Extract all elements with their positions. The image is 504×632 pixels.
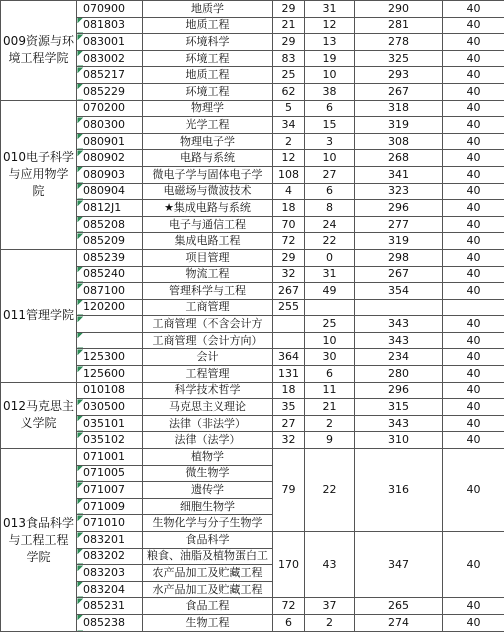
applicants-count: 29 — [273, 249, 305, 266]
cutoff-single: 40 — [443, 183, 504, 200]
cutoff-score: 293 — [355, 67, 443, 84]
admitted-count: 27 — [305, 166, 355, 183]
admitted-count: 38 — [305, 83, 355, 100]
major-name: 植物学 — [143, 449, 273, 466]
table-row — [1, 283, 504, 300]
applicants-count: 29 — [273, 1, 305, 18]
cutoff-score: 296 — [355, 200, 443, 217]
major-code: 083202 — [77, 548, 143, 565]
applicants-count: 32 — [273, 432, 305, 449]
table-row — [1, 17, 504, 34]
major-name: 工商管理（不含会计方 — [143, 316, 273, 333]
admitted-count: 2 — [305, 415, 355, 432]
major-code: 080904 — [77, 183, 143, 200]
major-name: 科学技术哲学 — [143, 382, 273, 399]
major-name: 食品工程 — [143, 598, 273, 615]
major-code: 080300 — [77, 117, 143, 134]
table-row — [1, 449, 504, 466]
table-row — [1, 332, 504, 349]
cutoff-single: 40 — [443, 283, 504, 300]
major-name: 环境工程 — [143, 83, 273, 100]
major-name: 电磁场与微波技术 — [143, 183, 273, 200]
major-name: 工商管理 — [143, 299, 273, 316]
table-row — [1, 316, 504, 333]
applicants-count: 255 — [273, 299, 305, 316]
cutoff-score: 319 — [355, 117, 443, 134]
major-code: 083002 — [77, 50, 143, 67]
major-code: 035101 — [77, 415, 143, 432]
admitted-count: 21 — [305, 399, 355, 416]
admitted-count — [305, 299, 355, 316]
major-code: 010108 — [77, 382, 143, 399]
cutoff-score: 310 — [355, 432, 443, 449]
table-row — [1, 117, 504, 134]
college-name: 012马克思主义学院 — [1, 382, 77, 448]
cutoff-score: 290 — [355, 1, 443, 18]
major-code: 071007 — [77, 482, 143, 499]
cutoff-single: 40 — [443, 366, 504, 383]
cutoff-single: 40 — [443, 233, 504, 250]
major-code: 120200 — [77, 299, 143, 316]
major-code: 085208 — [77, 216, 143, 233]
cutoff-single: 40 — [443, 100, 504, 117]
applicants-count: 25 — [273, 67, 305, 84]
admitted-count: 37 — [305, 598, 355, 615]
major-code: 085239 — [77, 249, 143, 266]
applicants-count — [273, 316, 305, 333]
merged-q: 40 — [443, 532, 504, 598]
major-name: 工商管理（会计方向） — [143, 332, 273, 349]
table-row — [1, 1, 504, 18]
major-code: 083001 — [77, 34, 143, 51]
admitted-count: 13 — [305, 34, 355, 51]
major-name: 生物化学与分子生物学 — [143, 515, 273, 532]
major-code: 087100 — [77, 283, 143, 300]
major-name: 电子与通信工程 — [143, 216, 273, 233]
cutoff-single: 40 — [443, 614, 504, 631]
cutoff-single: 40 — [443, 200, 504, 217]
table-row — [1, 150, 504, 167]
applicants-count: 2 — [273, 133, 305, 150]
cutoff-score: 234 — [355, 349, 443, 366]
major-code — [77, 332, 143, 349]
major-name: 农产品加工及贮藏工程 — [143, 565, 273, 582]
merged-r2: 43 — [305, 532, 355, 598]
admitted-count: 8 — [305, 200, 355, 217]
admitted-count: 11 — [305, 382, 355, 399]
applicants-count: 6 — [273, 614, 305, 631]
applicants-count: 131 — [273, 366, 305, 383]
major-code: 085238 — [77, 614, 143, 631]
applicants-count: 72 — [273, 598, 305, 615]
applicants-count: 35 — [273, 399, 305, 416]
admitted-count: 19 — [305, 50, 355, 67]
cutoff-score: 325 — [355, 50, 443, 67]
major-name: 会计 — [143, 349, 273, 366]
major-code: 030500 — [77, 399, 143, 416]
applicants-count: 18 — [273, 382, 305, 399]
cutoff-single: 40 — [443, 316, 504, 333]
major-code: 070900 — [77, 1, 143, 18]
merged-r1: 170 — [273, 532, 305, 598]
applicants-count: 4 — [273, 183, 305, 200]
major-code: 080903 — [77, 166, 143, 183]
admitted-count: 12 — [305, 17, 355, 34]
major-code: 085231 — [77, 598, 143, 615]
table-row — [1, 133, 504, 150]
major-name: 粮食、油脂及植物蛋白工 — [143, 548, 273, 565]
college-name: 011管理学院 — [1, 249, 77, 382]
major-code: 085229 — [77, 83, 143, 100]
applicants-count: 70 — [273, 216, 305, 233]
major-code: 080901 — [77, 133, 143, 150]
major-code: 071009 — [77, 498, 143, 515]
major-code: 071001 — [77, 449, 143, 466]
admitted-count: 10 — [305, 150, 355, 167]
major-name: 电路与系统 — [143, 150, 273, 167]
major-code: 035102 — [77, 432, 143, 449]
cutoff-single: 40 — [443, 349, 504, 366]
major-code: 085217 — [77, 67, 143, 84]
cutoff-single: 40 — [443, 17, 504, 34]
cutoff-score: 267 — [355, 83, 443, 100]
college-name: 009资源与环境工程学院 — [1, 1, 77, 101]
cutoff-score: 281 — [355, 17, 443, 34]
major-name: 地质学 — [143, 1, 273, 18]
applicants-count: 12 — [273, 150, 305, 167]
cutoff-score: 296 — [355, 382, 443, 399]
cutoff-score: 277 — [355, 216, 443, 233]
table-row — [1, 266, 504, 283]
admitted-count: 6 — [305, 366, 355, 383]
cutoff-score: 341 — [355, 166, 443, 183]
major-code: 085240 — [77, 266, 143, 283]
cutoff-single: 40 — [443, 415, 504, 432]
major-code: 0812J1 — [77, 200, 143, 217]
applicants-count: 27 — [273, 415, 305, 432]
table-row — [1, 183, 504, 200]
major-code: 083204 — [77, 581, 143, 598]
cutoff-single: 40 — [443, 1, 504, 18]
admitted-count: 6 — [305, 183, 355, 200]
admitted-count: 22 — [305, 233, 355, 250]
major-name: 生物工程 — [143, 614, 273, 631]
cutoff-score: 274 — [355, 614, 443, 631]
major-name: 地质工程 — [143, 67, 273, 84]
merged-r1: 79 — [273, 449, 305, 532]
applicants-count: 34 — [273, 117, 305, 134]
major-code: 071005 — [77, 465, 143, 482]
major-name: 细胞生物学 — [143, 498, 273, 515]
admitted-count: 31 — [305, 1, 355, 18]
major-name: ★集成电路与系统 — [143, 200, 273, 217]
admitted-count: 24 — [305, 216, 355, 233]
cutoff-score: 268 — [355, 150, 443, 167]
major-code: 125600 — [77, 366, 143, 383]
table-row — [1, 50, 504, 67]
cutoff-score: 343 — [355, 415, 443, 432]
major-code: 071010 — [77, 515, 143, 532]
major-name: 水产品加工及贮藏工程 — [143, 581, 273, 598]
table-row — [1, 166, 504, 183]
table-row — [1, 532, 504, 549]
table-row — [1, 349, 504, 366]
cutoff-score: 267 — [355, 266, 443, 283]
major-name: 法律（法学） — [143, 432, 273, 449]
major-code: 085209 — [77, 233, 143, 250]
major-name: 食品科学 — [143, 532, 273, 549]
major-name: 物流工程 — [143, 266, 273, 283]
table-row — [1, 415, 504, 432]
table-row — [1, 366, 504, 383]
applicants-count: 5 — [273, 100, 305, 117]
major-name: 工程管理 — [143, 366, 273, 383]
cutoff-single: 40 — [443, 249, 504, 266]
cutoff-single: 40 — [443, 166, 504, 183]
major-name: 管理科学与工程 — [143, 283, 273, 300]
admitted-count: 15 — [305, 117, 355, 134]
admitted-count: 2 — [305, 614, 355, 631]
cutoff-score: 323 — [355, 183, 443, 200]
cutoff-single: 40 — [443, 133, 504, 150]
cutoff-single: 40 — [443, 598, 504, 615]
table-row — [1, 233, 504, 250]
cutoff-single: 40 — [443, 216, 504, 233]
cutoff-single: 40 — [443, 432, 504, 449]
table-row — [1, 249, 504, 266]
applicants-count: 29 — [273, 34, 305, 51]
table-row — [1, 67, 504, 84]
major-code: 070200 — [77, 100, 143, 117]
cutoff-score: 278 — [355, 34, 443, 51]
major-code: 081803 — [77, 17, 143, 34]
major-name: 地质工程 — [143, 17, 273, 34]
cutoff-score: 343 — [355, 316, 443, 333]
major-name: 微生物学 — [143, 465, 273, 482]
admitted-count: 25 — [305, 316, 355, 333]
major-code: 083201 — [77, 532, 143, 549]
cutoff-single: 40 — [443, 399, 504, 416]
applicants-count: 72 — [273, 233, 305, 250]
applicants-count — [273, 332, 305, 349]
table-row — [1, 83, 504, 100]
major-name: 马克思主义理论 — [143, 399, 273, 416]
applicants-count: 32 — [273, 266, 305, 283]
merged-q: 40 — [443, 449, 504, 532]
major-name: 环境科学 — [143, 34, 273, 51]
admitted-count: 31 — [305, 266, 355, 283]
cutoff-single: 40 — [443, 83, 504, 100]
major-name: 光学工程 — [143, 117, 273, 134]
cutoff-score: 319 — [355, 233, 443, 250]
cutoff-score — [355, 299, 443, 316]
major-name: 微电子学与固体电子学 — [143, 166, 273, 183]
major-code: 125300 — [77, 349, 143, 366]
table-row — [1, 299, 504, 316]
cutoff-single: 40 — [443, 382, 504, 399]
table-row — [1, 432, 504, 449]
admitted-count: 6 — [305, 100, 355, 117]
cutoff-single: 40 — [443, 117, 504, 134]
major-name: 法律（非法学） — [143, 415, 273, 432]
cutoff-single — [443, 299, 504, 316]
admitted-count: 9 — [305, 432, 355, 449]
cutoff-score: 265 — [355, 598, 443, 615]
table-row — [1, 100, 504, 117]
cutoff-score: 318 — [355, 100, 443, 117]
admitted-count: 10 — [305, 332, 355, 349]
cutoff-single: 40 — [443, 34, 504, 51]
admitted-count: 10 — [305, 67, 355, 84]
major-code: 083203 — [77, 565, 143, 582]
merged-score: 316 — [355, 449, 443, 532]
college-name: 010电子科学与应用物学院 — [1, 100, 77, 249]
admitted-count: 3 — [305, 133, 355, 150]
cutoff-single: 40 — [443, 67, 504, 84]
major-name: 物理学 — [143, 100, 273, 117]
cutoff-score: 343 — [355, 332, 443, 349]
cutoff-score: 298 — [355, 249, 443, 266]
merged-score: 347 — [355, 532, 443, 598]
major-code — [77, 316, 143, 333]
major-name: 项目管理 — [143, 249, 273, 266]
table-row — [1, 200, 504, 217]
cutoff-single: 40 — [443, 266, 504, 283]
merged-r2: 22 — [305, 449, 355, 532]
applicants-count: 18 — [273, 200, 305, 217]
major-name: 集成电路工程 — [143, 233, 273, 250]
admitted-count: 0 — [305, 249, 355, 266]
admitted-count: 30 — [305, 349, 355, 366]
cutoff-score: 280 — [355, 366, 443, 383]
table-row — [1, 598, 504, 615]
major-name: 环境工程 — [143, 50, 273, 67]
applicants-count: 62 — [273, 83, 305, 100]
cutoff-single: 40 — [443, 150, 504, 167]
table-row — [1, 34, 504, 51]
major-code: 080902 — [77, 150, 143, 167]
applicants-count: 21 — [273, 17, 305, 34]
applicants-count: 267 — [273, 283, 305, 300]
admitted-count: 49 — [305, 283, 355, 300]
major-name: 物理电子学 — [143, 133, 273, 150]
college-name: 013食品科学与工程工程学院 — [1, 449, 77, 632]
table-row — [1, 382, 504, 399]
applicants-count: 364 — [273, 349, 305, 366]
table-row — [1, 216, 504, 233]
cutoff-score: 308 — [355, 133, 443, 150]
major-name: 遗传学 — [143, 482, 273, 499]
cutoff-score: 354 — [355, 283, 443, 300]
cutoff-score: 315 — [355, 399, 443, 416]
cutoff-single: 40 — [443, 332, 504, 349]
table-row — [1, 614, 504, 631]
applicants-count: 108 — [273, 166, 305, 183]
cutoff-single: 40 — [443, 50, 504, 67]
applicants-count: 83 — [273, 50, 305, 67]
table-row — [1, 399, 504, 416]
